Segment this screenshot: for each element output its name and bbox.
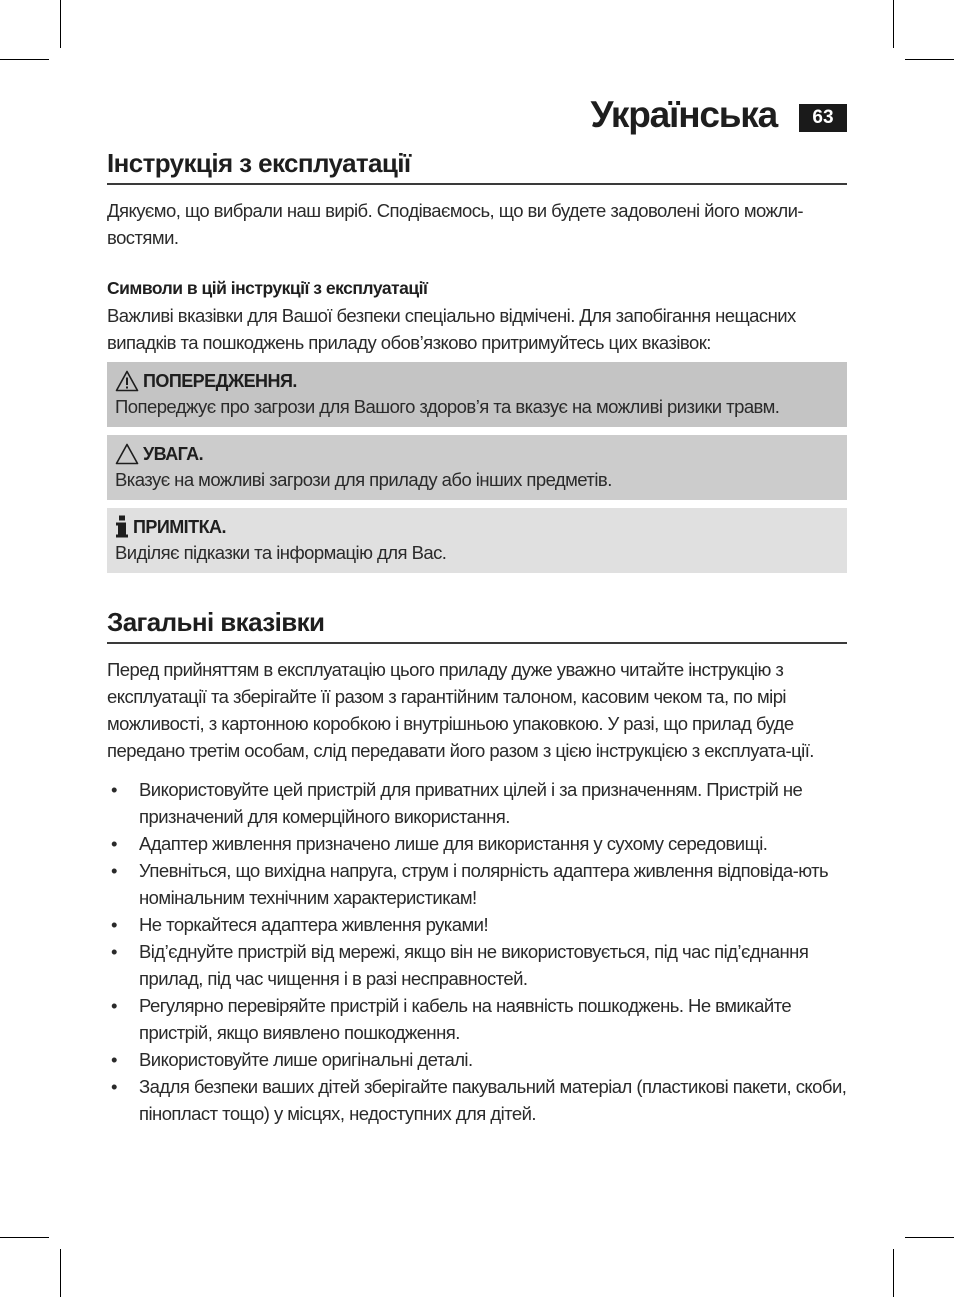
warning-triangle-icon [115, 370, 139, 392]
bullet: • [111, 1049, 117, 1070]
warning-triangle-icon [115, 443, 139, 465]
crop-mark [0, 1237, 49, 1238]
symbols-heading: Символи в цій інструкції з експлуатації [107, 278, 428, 298]
general-intro-paragraph: Перед прийняттям в експлуатацію цього приладу дуже уважно читайте інструкцію з експлуатації та зберігайте її разом з гарантійним талоном, касовим чеком та, по мірі можливості, з картонною коробкою і внутрішньою упаковкою. У разі, що прилад буде передано третім особам, слід передавати його разом з цією інструкцією з експлуата-ції. [107, 659, 814, 761]
bullet: • [111, 914, 117, 935]
crop-mark [893, 0, 894, 48]
bullet: • [111, 941, 117, 962]
bullet: • [111, 779, 117, 800]
crop-mark [60, 0, 61, 48]
crop-mark [893, 1249, 894, 1297]
list-item: • Адаптер живлення призначено лише для використання у сухому середовищі. [107, 830, 847, 857]
caution-box [107, 435, 847, 500]
crop-mark [0, 59, 49, 60]
crop-mark [905, 1237, 954, 1238]
warning-title: ПОПЕРЕДЖЕННЯ. [143, 371, 297, 391]
note-title: ПРИМІТКА. [133, 517, 226, 537]
list-item: • Задля безпеки ваших дітей зберігайте пакувальний матеріал (пластикові пакети, скоби, пінопласт тощо) у місцях, недоступних для дітей. [107, 1073, 847, 1127]
list-item: • Не торкайтеся адаптера живлення руками! [107, 911, 847, 938]
list-item: • Використовуйте цей пристрій для приватних цілей і за призначенням. Пристрій не призначений для комерційного використання. [107, 776, 847, 830]
bullet: • [111, 995, 117, 1016]
bullet: • [111, 833, 117, 854]
language-title: Українська [590, 94, 777, 135]
page-content [107, 146, 847, 1127]
note-box [107, 508, 847, 573]
warning-text: Попереджує про загрози для Вашого здоров’я та вказує на можливі ризики травм. [115, 396, 780, 417]
section-heading-instructions: Інструкція з експлуатації [107, 146, 847, 185]
list-item: • Упевніться, що вихідна напруга, струм і полярність адаптера живлення відповіда-ють номінальним технічним характеристикам! [107, 857, 847, 911]
page-number: 63 [799, 104, 847, 132]
intro-paragraph: Дякуємо, що вибрали наш виріб. Сподіваємось, що ви будете задоволені його можли-востями. [107, 200, 803, 248]
page-header [107, 92, 847, 142]
bullet: • [111, 860, 117, 881]
section-heading-general: Загальні вказівки [107, 605, 847, 644]
caution-title: УВАГА. [143, 444, 204, 464]
warning-box [107, 362, 847, 427]
list-item: • Від’єднуйте пристрій від мережі, якщо він не використовується, під час під’єднання прилад, під час чищення і в разі несправностей. [107, 938, 847, 992]
info-icon [115, 515, 129, 539]
safety-bullet-list [107, 776, 847, 1127]
list-item: • Регулярно перевіряйте пристрій і кабель на наявність пошкоджень. Не вмикайте пристрій, якщо виявлено пошкодження. [107, 992, 847, 1046]
caution-text: Вказує на можливі загрози для приладу або інших предметів. [115, 469, 612, 490]
symbols-paragraph: Важливі вказівки для Вашої безпеки спеціально відмічені. Для запобігання нещасних випадків та пошкоджень приладу обов’язково притримуйтесь цих вказівок: [107, 305, 796, 353]
crop-mark [905, 59, 954, 60]
crop-mark [60, 1249, 61, 1297]
note-text: Виділяє підказки та інформацію для Вас. [115, 542, 447, 563]
list-item: • Використовуйте лише оригінальні деталі. [107, 1046, 847, 1073]
bullet: • [111, 1076, 117, 1097]
